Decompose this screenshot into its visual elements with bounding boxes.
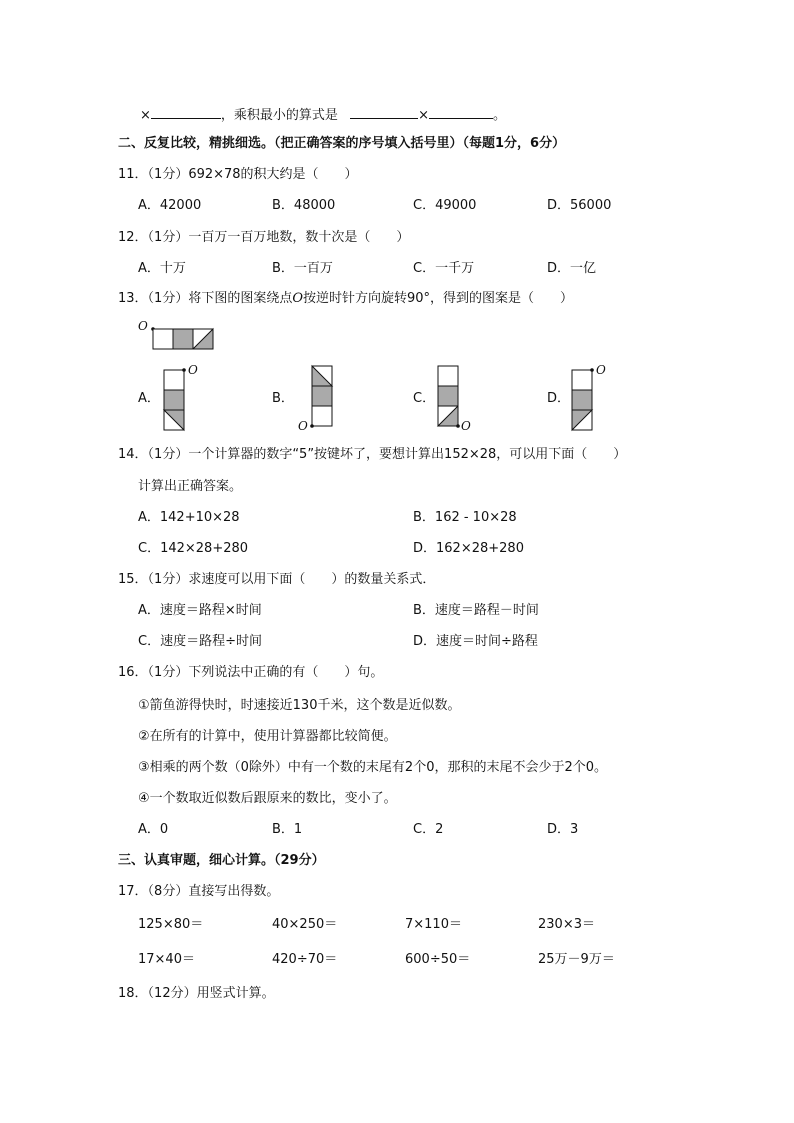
period: 。 <box>492 108 506 123</box>
q17-item[interactable]: 7×110＝ <box>405 917 462 932</box>
q16-option-b[interactable]: B．1 <box>272 822 303 837</box>
pivot-point <box>456 424 460 428</box>
q18-stem: 18．（12分）用竖式计算。 <box>118 986 275 1001</box>
q17-item[interactable]: 25万－9万＝ <box>538 952 615 967</box>
q13-option-d[interactable]: D． <box>547 391 571 406</box>
q13-option-c[interactable]: C． <box>413 391 436 406</box>
q16-option-a[interactable]: A．0 <box>138 822 169 837</box>
q13-stem-prefix: 13．（1分）将下图的图案绕点 <box>118 291 293 306</box>
q14-stem-cont: 计算出正确答案。 <box>138 479 243 494</box>
answer-blank[interactable] <box>350 105 418 119</box>
q17-item[interactable]: 420÷70＝ <box>272 952 338 967</box>
cell-blank <box>438 366 458 386</box>
q11-option-c[interactable]: C．49000 <box>413 198 477 213</box>
q13-option-b[interactable]: B． <box>272 391 294 406</box>
q11-stem: 11．（1分）692×78的积大约是（ ） <box>118 167 358 182</box>
q16-statement-4: ④一个数取近似数后跟原来的数比，变小了。 <box>138 791 397 806</box>
q13-stem-suffix: 按逆时针方向旋转90°，得到的图案是（ ） <box>303 291 574 306</box>
q13-option-d-figure[interactable] <box>568 362 608 434</box>
q16-statement-3: ③相乘的两个数（0除外）中有一个数的末尾有2个0，那积的末尾不会少于2个0。 <box>138 760 608 775</box>
q13-option-c-figure[interactable] <box>434 362 474 434</box>
q12-option-c[interactable]: C．一千万 <box>413 261 475 276</box>
q15-stem: 15．（1分）求速度可以用下面（ ）的数量关系式． <box>118 572 436 587</box>
q14-option-d[interactable]: D．162×28+280 <box>413 541 524 556</box>
cell-gray <box>438 386 458 406</box>
cell-gray <box>173 329 193 349</box>
q15-option-c[interactable]: C．速度＝路程÷时间 <box>138 634 262 649</box>
o-label: O <box>188 363 198 377</box>
q13-option-a[interactable]: A． <box>138 391 160 406</box>
q14-option-b[interactable]: B．162 - 10×28 <box>413 510 517 525</box>
q13-option-a-figure[interactable] <box>160 362 200 434</box>
times-sign: × <box>418 108 429 123</box>
q17-item[interactable]: 600÷50＝ <box>405 952 471 967</box>
q13-figure-o-label: O <box>138 319 148 333</box>
q17-item[interactable]: 230×3＝ <box>538 917 595 932</box>
q12-option-d[interactable]: D．一亿 <box>547 261 597 276</box>
pivot-point <box>590 368 594 372</box>
section-2-heading: 二、反复比较，精挑细选。（把正确答案的序号填入括号里）（每题1分，6分） <box>118 136 566 151</box>
q17-item[interactable]: 40×250＝ <box>272 917 338 932</box>
q11-option-b[interactable]: B．48000 <box>272 198 336 213</box>
o-label: O <box>298 419 308 433</box>
times-sign: × <box>140 108 151 123</box>
section-3-heading: 三、认真审题，细心计算。（29分） <box>118 853 325 868</box>
q17-item[interactable]: 17×40＝ <box>138 952 195 967</box>
q13-option-b-figure[interactable] <box>296 362 336 434</box>
q15-option-d[interactable]: D．速度＝时间÷路程 <box>413 634 538 649</box>
q12-option-b[interactable]: B．一百万 <box>272 261 333 276</box>
answer-blank[interactable] <box>151 105 221 119</box>
q12-stem: 12．（1分）一百万一百万地数，数十次是（ ） <box>118 230 410 245</box>
q14-stem: 14．（1分）一个计算器的数字“5”按键坏了，要想计算出152×28，可以用下面（ ） <box>118 447 627 462</box>
pivot-point <box>182 368 186 372</box>
cell-gray <box>572 390 592 410</box>
cell-gray <box>312 386 332 406</box>
pivot-point <box>310 424 314 428</box>
cell-blank <box>312 406 332 426</box>
q12-option-a[interactable]: A．十万 <box>138 261 186 276</box>
q11-option-a[interactable]: A．42000 <box>138 198 202 213</box>
q11-option-d[interactable]: D．56000 <box>547 198 612 213</box>
q15-option-b[interactable]: B．速度＝路程－时间 <box>413 603 539 618</box>
cell-blank <box>164 370 184 390</box>
q17-item[interactable]: 125×80＝ <box>138 917 204 932</box>
o-label: O <box>596 363 606 377</box>
top-continuation-line <box>140 105 506 124</box>
q13-point-label: O <box>292 291 303 306</box>
q14-option-a[interactable]: A．142+10×28 <box>138 510 240 525</box>
q16-option-c[interactable]: C．2 <box>413 822 444 837</box>
q13-original-figure <box>136 316 218 352</box>
cell-blank <box>572 370 592 390</box>
o-label: O <box>461 419 471 433</box>
q14-option-c[interactable]: C．142×28+280 <box>138 541 249 556</box>
q16-statement-1: ①箭鱼游得快时，时速接近130千米，这个数是近似数。 <box>138 698 461 713</box>
q15-option-a[interactable]: A．速度＝路程×时间 <box>138 603 262 618</box>
q16-stem: 16．（1分）下列说法中正确的有（ ）句。 <box>118 665 384 680</box>
cell-blank <box>153 329 173 349</box>
q17-stem: 17．（8分）直接写出得数。 <box>118 884 280 899</box>
q13-stem <box>118 291 573 307</box>
cell-gray <box>164 390 184 410</box>
answer-blank[interactable] <box>429 105 493 119</box>
min-product-text: ，乘积最小的算式是 <box>220 108 338 123</box>
q16-statement-2: ②在所有的计算中，使用计算器都比较简便。 <box>138 729 397 744</box>
q16-option-d[interactable]: D．3 <box>547 822 579 837</box>
